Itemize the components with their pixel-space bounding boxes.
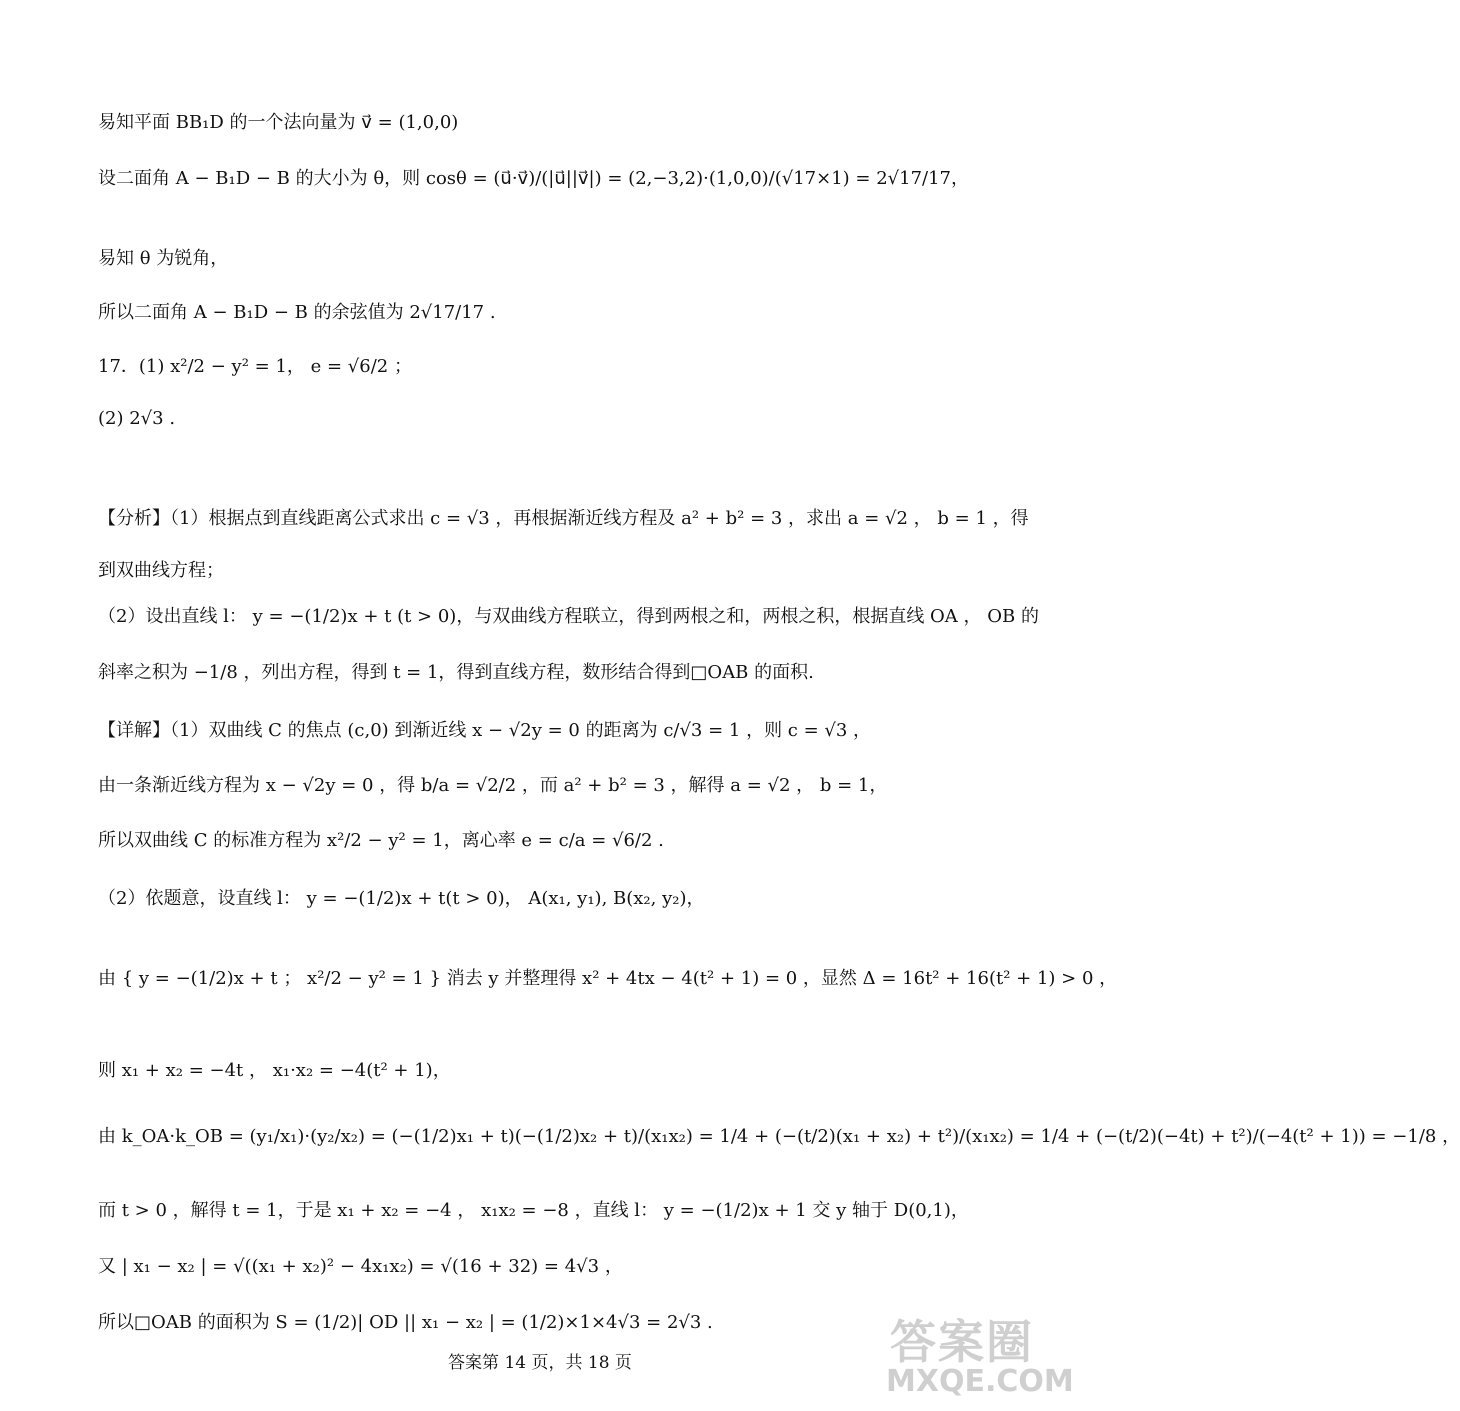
text-line: 易知 θ 为锐角， [98,248,229,269]
watermark-bottom-text: MXQE.COM [886,1364,1074,1399]
text-line: 而 t > 0 ，解得 t = 1，于是 x₁ + x₂ = −4 ， x₁x₂ = −8 ，直线 l： y = −(1/2)x + 1 交 y 轴于 D(0,1)， [98,1200,969,1221]
text-line: （2）依题意，设直线 l： y = −(1/2)x + t(t > 0)， A(x₁, y₁), B(x₂, y₂)， [98,888,705,909]
watermark-top-text: 答案圈 [890,1315,1034,1369]
slope-product-line: 由 k_OA·k_OB = (y₁/x₁)·(y₂/x₂) = (−(1/2)x₁ + t)(−(1/2)x₂ + t)/(x₁x₂) = 1/4 + (−(t/2)(x₁ + x₂) + t²)/(x₁x₂) = 1/4 + (−(t/2)(−4t) + t²)/(−4(t² + 1)) = −1/8 ， [98,1126,1460,1147]
area-result-line: 所以□OAB 的面积为 S = (1/2)| OD || x₁ − x₂ | = (1/2)×1×4√3 = 2√3 . [98,1312,713,1333]
text-line: 所以双曲线 C 的标准方程为 x²/2 − y² = 1，离心率 e = c/a = √6/2 . [98,830,664,851]
text-line: （2）设出直线 l： y = −(1/2)x + t (t > 0)，与双曲线方程联立，得到两根之和，两根之积，根据直线 OA ， OB 的 [98,606,1039,627]
page-footer: 答案第 14 页，共 18 页 [448,1353,632,1373]
analysis-heading-line: 【分析】（1）根据点到直线距离公式求出 c = √3 ，再根据渐近线方程及 a² + b² = 3 ，求出 a = √2 ， b = 1 ，得 [98,508,1029,529]
text-line: 设二面角 A − B₁D − B 的大小为 θ，则 cosθ = (u⃗·v⃗)/(|u⃗||v⃗|) = (2,−3,2)·(1,0,0)/(√17×1) = 2√17/17， [98,168,970,189]
detail-heading-line: 【详解】（1）双曲线 C 的焦点 (c,0) 到渐近线 x − √2y = 0 的距离为 c/√3 = 1 ，则 c = √3 ， [98,720,872,741]
answer-17-part2: (2) 2√3 . [98,408,176,429]
equation-system-line: 由 { y = −(1/2)x + t ； x²/2 − y² = 1 } 消去 y 并整理得 x² + 4tx − 4(t² + 1) = 0 ，显然 Δ = 16t² + 16(t² + 1) > 0 ， [98,968,1118,989]
answer-17-part1: 17．(1) x²/2 − y² = 1， e = √6/2 ； [98,356,412,377]
watermark-logo [880,1306,1074,1402]
text-line: 易知平面 BB₁D 的一个法向量为 v⃗ = (1,0,0) [98,112,459,133]
text-line: 斜率之积为 −1/8 ，列出方程，得到 t = 1，得到直线方程，数形结合得到□OAB 的面积. [98,662,814,683]
text-line: 又 | x₁ − x₂ | = √((x₁ + x₂)² − 4x₁x₂) = √(16 + 32) = 4√3 ， [98,1256,623,1277]
text-line: 由一条渐近线方程为 x − √2y = 0 ，得 b/a = √2/2 ，而 a² + b² = 3 ，解得 a = √2 ， b = 1， [98,775,888,796]
text-line: 所以二面角 A − B₁D − B 的余弦值为 2√17/17 . [98,302,496,323]
text-line: 则 x₁ + x₂ = −4t ， x₁·x₂ = −4(t² + 1)， [98,1060,451,1081]
text-line: 到双曲线方程； [98,560,224,581]
